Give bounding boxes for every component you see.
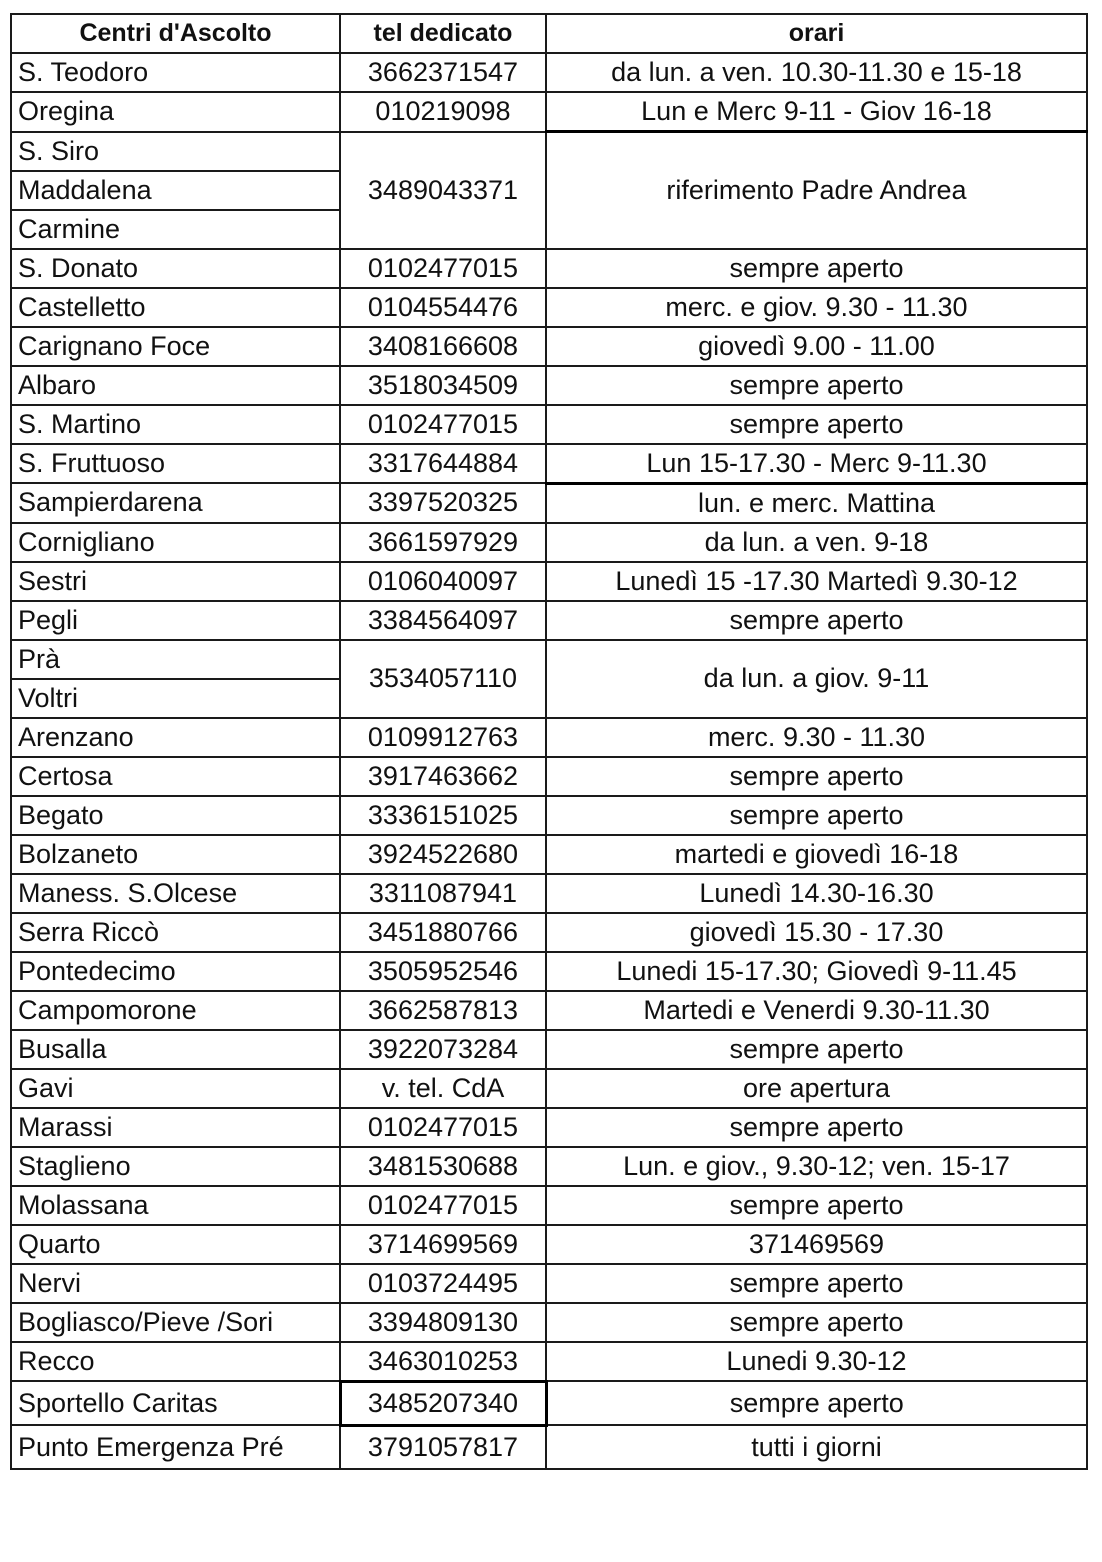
center-hours: tutti i giorni — [546, 1425, 1087, 1469]
center-phone: 3714699569 — [340, 1225, 546, 1264]
table-row — [11, 1303, 1087, 1342]
center-phone: 3481530688 — [340, 1147, 546, 1186]
center-phone: 0106040097 — [340, 562, 546, 601]
center-hours: da lun. a giov. 9-11 — [546, 640, 1087, 718]
center-name: Begato — [11, 796, 340, 835]
center-name: Sampierdarena — [11, 483, 340, 523]
center-hours: sempre aperto — [546, 366, 1087, 405]
center-phone: 3397520325 — [340, 483, 546, 523]
center-hours: ore apertura — [546, 1069, 1087, 1108]
table-row — [11, 483, 1087, 523]
table-row — [11, 640, 1087, 679]
center-phone: 3661597929 — [340, 523, 546, 562]
table-row — [11, 444, 1087, 484]
table-row — [11, 835, 1087, 874]
center-name: Maddalena — [11, 171, 340, 210]
center-hours: Lun. e giov., 9.30-12; ven. 15-17 — [546, 1147, 1087, 1186]
center-hours: merc. 9.30 - 11.30 — [546, 718, 1087, 757]
center-phone: 3384564097 — [340, 601, 546, 640]
center-hours: 371469569 — [546, 1225, 1087, 1264]
table-row — [11, 1147, 1087, 1186]
center-name: Recco — [11, 1342, 340, 1382]
center-name: S. Teodoro — [11, 53, 340, 92]
center-hours: Lunedì 14.30-16.30 — [546, 874, 1087, 913]
center-name: Pontedecimo — [11, 952, 340, 991]
center-phone: 0102477015 — [340, 249, 546, 288]
center-phone: 0104554476 — [340, 288, 546, 327]
center-phone: 3917463662 — [340, 757, 546, 796]
table-row — [11, 1069, 1087, 1108]
table-row — [11, 796, 1087, 835]
center-name: Staglieno — [11, 1147, 340, 1186]
table-row — [11, 405, 1087, 444]
center-hours: Lun 15-17.30 - Merc 9-11.30 — [546, 444, 1087, 484]
table-row — [11, 601, 1087, 640]
center-phone: 3534057110 — [340, 640, 546, 718]
center-name: S. Fruttuoso — [11, 444, 340, 484]
center-hours: da lun. a ven. 9-18 — [546, 523, 1087, 562]
center-name: S. Donato — [11, 249, 340, 288]
center-phone: 3662371547 — [340, 53, 546, 92]
table-row — [11, 874, 1087, 913]
center-name: Gavi — [11, 1069, 340, 1108]
center-name: Molassana — [11, 1186, 340, 1225]
center-name: Campomorone — [11, 991, 340, 1030]
center-hours: merc. e giov. 9.30 - 11.30 — [546, 288, 1087, 327]
center-hours: giovedì 15.30 - 17.30 — [546, 913, 1087, 952]
table-row — [11, 1342, 1087, 1382]
center-hours: sempre aperto — [546, 1108, 1087, 1147]
center-phone: 3662587813 — [340, 991, 546, 1030]
center-name: Quarto — [11, 1225, 340, 1264]
table-row — [11, 327, 1087, 366]
center-phone: 3505952546 — [340, 952, 546, 991]
table-row — [11, 1381, 1087, 1425]
center-phone: 0102477015 — [340, 1108, 546, 1147]
center-name: Carmine — [11, 210, 340, 249]
center-phone: 3924522680 — [340, 835, 546, 874]
center-name: Bogliasco/Pieve /Sori — [11, 1303, 340, 1342]
center-hours: riferimento Padre Andrea — [546, 132, 1087, 249]
header-name: Centri d'Ascolto — [11, 14, 340, 53]
center-name: Pegli — [11, 601, 340, 640]
center-phone: 3489043371 — [340, 132, 546, 249]
center-phone: 3336151025 — [340, 796, 546, 835]
header-tel: tel dedicato — [340, 14, 546, 53]
center-hours: sempre aperto — [546, 796, 1087, 835]
center-name: Serra Riccò — [11, 913, 340, 952]
table-row — [11, 288, 1087, 327]
center-name: Certosa — [11, 757, 340, 796]
table-row — [11, 1108, 1087, 1147]
table-row — [11, 952, 1087, 991]
table-row — [11, 562, 1087, 601]
center-phone: 0102477015 — [340, 1186, 546, 1225]
center-name: Punto Emergenza Pré — [11, 1425, 340, 1469]
center-name: Castelletto — [11, 288, 340, 327]
center-phone: 0102477015 — [340, 405, 546, 444]
center-name: Prà — [11, 640, 340, 679]
center-hours: Lun e Merc 9-11 - Giov 16-18 — [546, 92, 1087, 132]
center-name: Nervi — [11, 1264, 340, 1303]
center-phone: 3791057817 — [340, 1425, 546, 1469]
center-hours: da lun. a ven. 10.30-11.30 e 15-18 — [546, 53, 1087, 92]
center-hours: sempre aperto — [546, 1381, 1087, 1425]
center-hours: lun. e merc. Mattina — [546, 483, 1087, 523]
table-row — [11, 523, 1087, 562]
center-hours: giovedì 9.00 - 11.00 — [546, 327, 1087, 366]
center-hours: Lunedi 9.30-12 — [546, 1342, 1087, 1382]
center-name: Voltri — [11, 679, 340, 718]
table-row — [11, 53, 1087, 92]
center-phone: 3451880766 — [340, 913, 546, 952]
center-name: Busalla — [11, 1030, 340, 1069]
center-name: Albaro — [11, 366, 340, 405]
center-phone: 3408166608 — [340, 327, 546, 366]
center-name: Oregina — [11, 92, 340, 132]
center-hours: Lunedi 15-17.30; Giovedì 9-11.45 — [546, 952, 1087, 991]
center-name: Carignano Foce — [11, 327, 340, 366]
table-row — [11, 1225, 1087, 1264]
center-phone: 3317644884 — [340, 444, 546, 484]
center-phone: 3922073284 — [340, 1030, 546, 1069]
table-row — [11, 1186, 1087, 1225]
center-name: Arenzano — [11, 718, 340, 757]
center-name: Sportello Caritas — [11, 1381, 340, 1425]
header-row — [11, 14, 1087, 53]
table-row — [11, 718, 1087, 757]
center-phone: 0109912763 — [340, 718, 546, 757]
center-hours: Martedi e Venerdi 9.30-11.30 — [546, 991, 1087, 1030]
center-name: Bolzaneto — [11, 835, 340, 874]
table-row — [11, 1425, 1087, 1469]
center-phone: 010219098 — [340, 92, 546, 132]
center-name: Cornigliano — [11, 523, 340, 562]
center-phone: v. tel. CdA — [340, 1069, 546, 1108]
center-hours: sempre aperto — [546, 1030, 1087, 1069]
center-phone: 0103724495 — [340, 1264, 546, 1303]
center-name: S. Siro — [11, 132, 340, 171]
table-row — [11, 1030, 1087, 1069]
center-phone: 3394809130 — [340, 1303, 546, 1342]
center-phone: 3518034509 — [340, 366, 546, 405]
table-row — [11, 991, 1087, 1030]
center-name: Maness. S.Olcese — [11, 874, 340, 913]
table-row — [11, 913, 1087, 952]
center-name: Sestri — [11, 562, 340, 601]
table-row — [11, 757, 1087, 796]
center-hours: sempre aperto — [546, 1303, 1087, 1342]
center-name: Marassi — [11, 1108, 340, 1147]
center-hours: sempre aperto — [546, 1264, 1087, 1303]
header-hours: orari — [546, 14, 1087, 53]
center-phone: 3463010253 — [340, 1342, 546, 1382]
center-hours: sempre aperto — [546, 405, 1087, 444]
center-hours: sempre aperto — [546, 249, 1087, 288]
table-row — [11, 132, 1087, 171]
center-hours: sempre aperto — [546, 1186, 1087, 1225]
table-row — [11, 1264, 1087, 1303]
center-name: S. Martino — [11, 405, 340, 444]
center-hours: martedi e giovedì 16-18 — [546, 835, 1087, 874]
center-hours: sempre aperto — [546, 757, 1087, 796]
center-hours: Lunedì 15 -17.30 Martedì 9.30-12 — [546, 562, 1087, 601]
table-row — [11, 249, 1087, 288]
table-row — [11, 366, 1087, 405]
center-phone: 3485207340 — [340, 1381, 546, 1425]
center-hours: sempre aperto — [546, 601, 1087, 640]
center-phone: 3311087941 — [340, 874, 546, 913]
listening-centers-table — [10, 13, 1088, 1470]
table-row — [11, 92, 1087, 132]
